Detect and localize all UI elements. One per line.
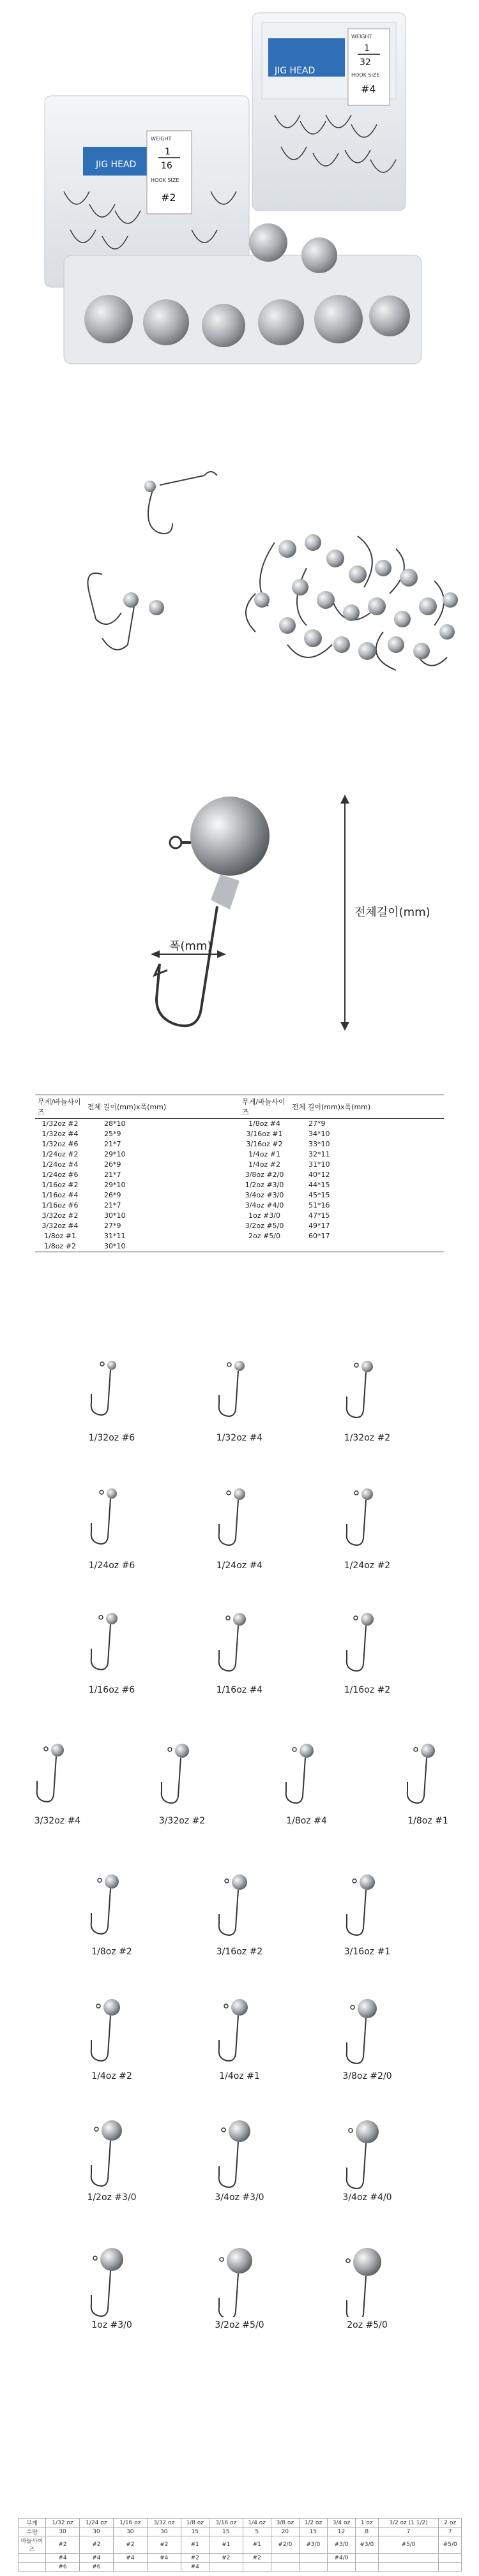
jig-hook-icon <box>195 2234 284 2317</box>
hook-item <box>323 1474 412 1571</box>
hook-item <box>67 1599 156 1695</box>
quantity-cell: 15 <box>181 2527 209 2536</box>
spec-table <box>35 1095 444 1252</box>
jig-hook-icon <box>195 2106 284 2189</box>
spec-table-row <box>35 1160 444 1170</box>
quantity-cell: #4 <box>147 2554 181 2563</box>
spec-weight-cell: 1/32oz #4 <box>42 1130 79 1138</box>
spec-table-row <box>35 1149 444 1160</box>
jig-head-ball <box>234 1488 245 1500</box>
jig-hook-icon <box>13 1730 102 1813</box>
jig-hook-icon <box>67 1347 156 1430</box>
hook-shank <box>91 1499 110 1544</box>
spec-dimension-cell: 26*9 <box>104 1191 121 1199</box>
hook-label: 1/16oz #4 <box>216 1685 263 1695</box>
quantity-cell: #4 <box>46 2554 80 2563</box>
spec-table-row <box>35 1119 444 1130</box>
spec-dimension-cell: 31*10 <box>308 1160 330 1169</box>
quantity-cell: #1 <box>181 2536 209 2554</box>
jig-head-ball <box>51 1744 64 1756</box>
spec-header-weight: 무게/바늘사이즈 <box>35 1095 85 1119</box>
quantity-table <box>18 2518 462 2572</box>
spec-table-row <box>35 1221 444 1231</box>
hook-label: 3/4oz #3/0 <box>215 2192 264 2203</box>
hook-shank <box>347 2143 366 2189</box>
quantity-cell: #4 <box>79 2554 113 2563</box>
jig-head-ball <box>353 2248 381 2276</box>
quantity-row-header: 바늘사이즈 <box>19 2536 46 2554</box>
hook-shank <box>91 1370 110 1415</box>
quantity-cell <box>299 2554 327 2563</box>
spec-weight-cell: 1/24oz #2 <box>42 1150 79 1158</box>
jig-head-ball <box>361 1361 373 1372</box>
jig-hook-icon <box>323 1347 412 1430</box>
box-left-size: #2 <box>161 191 176 204</box>
hook-label: 1/24oz #6 <box>88 1561 135 1571</box>
jig-hook-icon <box>67 1861 156 1943</box>
quantity-cell: 3/8 oz <box>271 2519 299 2527</box>
quantity-cell <box>113 2563 147 2572</box>
quantity-cell: 1/4 oz <box>243 2519 271 2527</box>
spec-weight-cell: 3/32oz #4 <box>42 1222 79 1230</box>
jig-head-ball <box>234 1361 245 1371</box>
hook-item <box>67 2234 156 2330</box>
jig-head-diagram <box>155 797 270 1026</box>
jig-hook-icon <box>383 1730 473 1813</box>
spec-header-size: 전체 길이(mm)x폭(mm) <box>85 1095 240 1119</box>
quantity-cell: 3/16 oz <box>209 2519 243 2527</box>
quantity-cell <box>378 2554 439 2563</box>
spec-weight-cell: 1/16oz #6 <box>42 1201 79 1209</box>
spec-table-section <box>0 1095 479 1250</box>
hook-label: 3/8oz #2/0 <box>342 2071 392 2081</box>
jig-head-ball <box>233 1613 246 1626</box>
hook-item <box>262 1730 351 1826</box>
hook-item <box>67 1474 156 1571</box>
spec-dimension-cell: 27*9 <box>104 1222 121 1230</box>
hook-label: 1/16oz #6 <box>88 1685 135 1695</box>
hook-shank <box>347 2276 366 2317</box>
cluster-illustration <box>0 440 479 721</box>
box-right-fraction-bottom: 32 <box>360 57 371 68</box>
quantity-cell: 15 <box>209 2527 243 2536</box>
spec-table-row <box>35 1139 444 1149</box>
hook-label: 1oz #3/0 <box>91 2320 132 2330</box>
quantity-cell: 1/16 oz <box>113 2519 147 2527</box>
hook-item <box>323 1985 412 2081</box>
hook-shank <box>91 2016 110 2061</box>
hook-item <box>383 1730 473 1826</box>
jig-cluster-photo <box>0 440 479 721</box>
spec-weight-cell: 3/16oz #2 <box>246 1140 283 1148</box>
jig-head-ball <box>232 1875 247 1890</box>
quantity-cell: #3/0 <box>356 2536 379 2554</box>
jig-hook-icon <box>323 1599 412 1682</box>
hook-shank <box>219 1500 238 1545</box>
total-length-label: 전체길이(mm) <box>354 906 430 919</box>
quantity-cell: 7 <box>439 2527 462 2536</box>
spec-weight-cell: 1/16oz #2 <box>42 1181 79 1189</box>
spec-dimension-cell: 60*17 <box>308 1232 330 1240</box>
box-right-brand: JIG HEAD <box>275 66 316 76</box>
jig-hook-icon <box>67 1474 156 1557</box>
quantity-cell: #6 <box>79 2563 113 2572</box>
hook-label: 1/32oz #2 <box>344 1433 391 1443</box>
spec-weight-cell: 1/8oz #1 <box>44 1232 76 1240</box>
spec-table-row <box>35 1180 444 1190</box>
hook-label: 3/4oz #4/0 <box>342 2192 392 2203</box>
spec-dimension-cell: 29*10 <box>104 1181 126 1189</box>
quantity-cell: #2 <box>147 2536 181 2554</box>
hook-label: 1/24oz #4 <box>216 1561 263 1571</box>
spec-dimension-cell: 26*9 <box>104 1160 121 1169</box>
width-dimension <box>151 940 226 958</box>
spec-dimension-cell: 47*15 <box>308 1211 330 1220</box>
jig-hook-icon <box>67 1985 156 2068</box>
hook-shank <box>219 2273 238 2317</box>
quantity-cell: 1/8 oz <box>181 2519 209 2527</box>
quantity-row-header: 수량 <box>19 2527 46 2536</box>
jig-head-ball <box>107 1361 116 1370</box>
hook-shank <box>162 1758 181 1803</box>
quantity-cell: #1 <box>209 2536 243 2554</box>
jig-head-ball <box>360 1875 375 1890</box>
jig-hook-icon <box>323 2234 412 2317</box>
quantity-cell: 20 <box>271 2527 299 2536</box>
hook-item <box>195 1474 284 1571</box>
quantity-cell <box>271 2563 299 2572</box>
box-left-brand: JIG HEAD <box>96 160 137 170</box>
hook-label: 1/24oz #2 <box>344 1561 391 1571</box>
spec-weight-cell: 1/8oz #4 <box>248 1120 280 1128</box>
spec-dimension-cell: 32*11 <box>308 1150 330 1158</box>
quantity-cell: 1 oz <box>356 2519 379 2527</box>
spec-weight-cell: 1/8oz #2 <box>35 1241 85 1252</box>
hook-shank <box>91 2271 110 2316</box>
hook-label: 1/4oz #1 <box>219 2071 260 2081</box>
jig-head-ball <box>361 1488 373 1500</box>
hook-shank <box>347 1626 366 1671</box>
jig-head-ball <box>227 2248 252 2273</box>
quantity-cell: 30 <box>147 2527 181 2536</box>
hook-shank <box>91 1889 110 1934</box>
quantity-cell: #5/0 <box>439 2536 462 2554</box>
hook-item <box>137 1730 227 1826</box>
box-right-size: #4 <box>361 83 376 95</box>
quantity-cell <box>209 2563 243 2572</box>
hook-shank <box>347 1890 366 1935</box>
spec-table-row <box>35 1211 444 1221</box>
quantity-cell: #3/0 <box>299 2536 327 2554</box>
spec-weight-cell: 3/2oz #5/0 <box>245 1222 284 1230</box>
box-left-hook-label: HOOK SIZE <box>151 177 179 183</box>
spec-weight-cell: 3/4oz #4/0 <box>245 1201 284 1209</box>
jig-hook-icon <box>195 1985 284 2068</box>
spec-dimension-cell: 30*10 <box>85 1241 240 1252</box>
spec-dimension-cell: 31*11 <box>104 1232 126 1240</box>
jig-hook-icon <box>323 1861 412 1943</box>
quantity-table-row <box>19 2554 462 2563</box>
hook-item <box>323 1599 412 1695</box>
quantity-cell <box>299 2563 327 2572</box>
quantity-cell: #4 <box>181 2563 209 2572</box>
quantity-cell: 1/32 oz <box>46 2519 80 2527</box>
quantity-cell: 12 <box>327 2527 355 2536</box>
jig-hook-icon <box>195 1861 284 1943</box>
hero-product-photo <box>0 0 479 377</box>
hook-item <box>67 1347 156 1443</box>
jig-hook-icon <box>195 1599 284 1682</box>
spec-dimension-cell: 49*17 <box>308 1222 330 1230</box>
hook-label: 3/32oz #2 <box>158 1816 206 1826</box>
quantity-cell: 30 <box>113 2527 147 2536</box>
spec-dimension-cell: 21*7 <box>104 1140 121 1148</box>
cluster-balls <box>123 481 458 660</box>
hook-item <box>195 2106 284 2203</box>
hook-shank <box>37 1756 56 1802</box>
hook-item <box>13 1730 102 1826</box>
quantity-cell <box>356 2563 379 2572</box>
hook-shank <box>219 2142 238 2187</box>
hero-illustration <box>0 0 479 377</box>
box-left-fraction-bottom: 16 <box>161 161 172 171</box>
quantity-row-header <box>19 2563 46 2572</box>
spec-weight-cell: 1/4oz #1 <box>248 1150 280 1158</box>
hook-shank <box>347 1372 366 1418</box>
quantity-row-header: 무게 <box>19 2519 46 2527</box>
quantity-cell: #2 <box>181 2554 209 2563</box>
quantity-cell: #2 <box>113 2536 147 2554</box>
hook-shank <box>219 1890 238 1935</box>
quantity-table-section <box>0 2518 479 2570</box>
hook-shank <box>91 2141 110 2186</box>
jig-head-ball <box>102 2120 122 2141</box>
jig-hook-icon <box>323 1985 412 2068</box>
spec-dimension-cell: 44*15 <box>308 1181 330 1189</box>
jig-hook-icon <box>137 1730 227 1813</box>
jig-head-ball <box>356 2120 379 2143</box>
quantity-table-row <box>19 2527 462 2536</box>
hook-label: 1/8oz #4 <box>286 1816 327 1826</box>
jig-head-ball <box>100 2248 123 2271</box>
hook-label: 1/2oz #3/0 <box>87 2192 137 2203</box>
spec-dimension-cell: 45*15 <box>308 1191 330 1199</box>
hook-label: 2oz #5/0 <box>347 2320 388 2330</box>
spec-weight-cell: 1/4oz #2 <box>248 1160 280 1169</box>
hook-item <box>195 1599 284 1695</box>
jig-hook-icon <box>67 2106 156 2189</box>
jig-head-ball <box>358 1999 377 2018</box>
quantity-cell <box>243 2563 271 2572</box>
quantity-cell: 5 <box>243 2527 271 2536</box>
spec-weight-cell: 3/16oz #1 <box>246 1130 283 1138</box>
jig-head-ball <box>105 1875 119 1889</box>
spec-dimension-cell: 29*10 <box>104 1150 126 1158</box>
spec-table-header <box>35 1095 444 1119</box>
quantity-cell: #1 <box>243 2536 271 2554</box>
hook-label: 1/8oz #2 <box>91 1947 132 1957</box>
quantity-cell <box>439 2563 462 2572</box>
jig-hook-icon <box>323 2106 412 2189</box>
hook-item <box>195 1861 284 1957</box>
box-right-hook-label: HOOK SIZE <box>351 72 380 78</box>
quantity-cell <box>356 2554 379 2563</box>
quantity-row-header <box>19 2554 46 2563</box>
hook-shank <box>219 1371 238 1416</box>
spec-dimension-cell: 27*9 <box>308 1120 326 1128</box>
spec-dimension-cell: 21*7 <box>104 1171 121 1179</box>
spec-weight-cell: 1/2oz #3/0 <box>245 1181 284 1189</box>
hook-label: 1/4oz #2 <box>91 2071 132 2081</box>
hook-label: 1/32oz #4 <box>216 1433 263 1443</box>
hook-shank <box>219 2016 238 2061</box>
jig-hook-icon <box>67 2234 156 2317</box>
hook-item <box>67 1985 156 2081</box>
spec-dimension-cell: 40*12 <box>308 1171 330 1179</box>
box-left-weight-label: WEIGHT <box>151 136 172 142</box>
quantity-cell: #3/0 <box>327 2536 355 2554</box>
quantity-cell <box>378 2563 439 2572</box>
hook-item <box>323 2234 412 2330</box>
box-left-fraction-top: 1 <box>165 147 171 157</box>
box-right <box>252 13 406 211</box>
jig-head-ball <box>106 1613 118 1624</box>
spec-dimension-cell: 51*16 <box>308 1201 330 1209</box>
spec-table-row <box>35 1129 444 1139</box>
hook-label: 3/16oz #2 <box>216 1947 263 1957</box>
quantity-table-row <box>19 2563 462 2572</box>
jig-hook-icon <box>323 1474 412 1557</box>
quantity-cell: 8 <box>356 2527 379 2536</box>
spec-weight-cell: 1/24oz #4 <box>42 1160 79 1169</box>
quantity-cell: #2 <box>243 2554 271 2563</box>
hook-shank <box>219 1626 238 1671</box>
spec-dimension-cell: 28*10 <box>104 1120 126 1128</box>
jig-head-ball <box>421 1744 435 1758</box>
hook-label: 1/16oz #2 <box>344 1685 391 1695</box>
spec-weight-cell: 3/32oz #2 <box>42 1211 79 1220</box>
hook-item <box>323 1861 412 1957</box>
spec-dimension-cell <box>289 1241 444 1252</box>
quantity-cell: 7 <box>378 2527 439 2536</box>
quantity-cell: #2 <box>46 2536 80 2554</box>
quantity-cell: #2/0 <box>271 2536 299 2554</box>
quantity-cell: 15 <box>299 2527 327 2536</box>
spec-dimension-cell: 33*10 <box>308 1140 330 1148</box>
diagram-illustration <box>0 760 479 1060</box>
length-dimension <box>340 795 430 1031</box>
jig-hook-icon <box>195 1474 284 1557</box>
width-label: 폭(mm) <box>169 940 212 953</box>
quantity-cell <box>147 2563 181 2572</box>
hook-label: 1/8oz #1 <box>407 1816 448 1826</box>
hook-label: 3/32oz #4 <box>34 1816 81 1826</box>
jig-hook-icon <box>262 1730 351 1813</box>
hook-item <box>323 1347 412 1443</box>
spec-dimension-cell: 34*10 <box>308 1130 330 1138</box>
quantity-cell: #5/0 <box>378 2536 439 2554</box>
jig-hook-icon <box>67 1599 156 1682</box>
quantity-cell: 1/24 oz <box>79 2519 113 2527</box>
quantity-cell: #4 <box>113 2554 147 2563</box>
hook-shank <box>347 1500 366 1545</box>
quantity-cell: #6 <box>46 2563 80 2572</box>
quantity-cell: #2 <box>209 2554 243 2563</box>
hook-item <box>195 1985 284 2081</box>
quantity-cell: 2 oz <box>439 2519 462 2527</box>
hook-label: 3/16oz #1 <box>344 1947 391 1957</box>
spec-weight-cell: 1/16oz #4 <box>42 1191 79 1199</box>
spec-weight-cell: 1/24oz #6 <box>42 1171 79 1179</box>
jig-head-ball <box>103 1999 120 2016</box>
dimension-diagram <box>0 760 479 1060</box>
quantity-cell <box>439 2554 462 2563</box>
quantity-cell: 3/2 oz (1 1/2) <box>378 2519 439 2527</box>
quantity-cell: 30 <box>79 2527 113 2536</box>
jig-head-ball <box>229 2120 250 2142</box>
hook-label: 1/32oz #6 <box>88 1433 135 1443</box>
spec-table-row <box>35 1170 444 1180</box>
spec-weight-cell: 1oz #3/0 <box>248 1211 280 1220</box>
spec-weight-cell: 1/32oz #6 <box>42 1140 79 1148</box>
hook-shank <box>347 2018 366 2063</box>
jig-head-ball <box>361 1613 374 1626</box>
jig-head-ball <box>175 1744 189 1758</box>
hook-item <box>195 2234 284 2330</box>
jig-head-ball <box>300 1744 314 1758</box>
box-right-fraction-top: 1 <box>364 43 370 54</box>
spec-dimension-cell: 21*7 <box>104 1201 121 1209</box>
spec-weight-cell: 3/8oz #2/0 <box>245 1171 284 1179</box>
jig-head-ball <box>231 1999 248 2016</box>
spec-table-row <box>35 1190 444 1201</box>
spec-weight-cell: 1/32oz #2 <box>42 1120 79 1128</box>
hook-item <box>323 2106 412 2203</box>
quantity-table-row <box>19 2536 462 2554</box>
quantity-cell: 3/4 oz <box>327 2519 355 2527</box>
hook-shank <box>286 1758 305 1803</box>
spec-header-size-2: 전체 길이(mm)x폭(mm) <box>289 1095 444 1119</box>
hook-label: 3/2oz #5/0 <box>215 2320 264 2330</box>
spec-dimension-cell: 30*10 <box>104 1211 126 1220</box>
hook-shank <box>407 1758 427 1803</box>
quantity-cell <box>271 2554 299 2563</box>
quantity-cell: 1/2 oz <box>299 2519 327 2527</box>
spec-table-row <box>35 1231 444 1241</box>
jig-hook-icon <box>195 1347 284 1430</box>
spec-dimension-cell: 25*9 <box>104 1130 121 1138</box>
hook-item <box>67 2106 156 2203</box>
quantity-cell: 3/32 oz <box>147 2519 181 2527</box>
spec-table-row <box>35 1201 444 1211</box>
quantity-cell: 30 <box>46 2527 80 2536</box>
quantity-cell: #2 <box>79 2536 113 2554</box>
spec-weight-cell: 2oz #5/0 <box>248 1232 280 1240</box>
box-right-weight-label: WEIGHT <box>351 34 372 40</box>
hook-shank <box>91 1624 110 1670</box>
spec-weight-cell: 3/4oz #3/0 <box>245 1191 284 1199</box>
quantity-cell <box>327 2563 355 2572</box>
quantity-cell: #4/0 <box>327 2554 355 2563</box>
jig-head-ball <box>107 1488 117 1499</box>
spec-header-weight-2: 무게/바늘사이즈 <box>240 1095 289 1119</box>
spec-table-row <box>35 1241 444 1252</box>
spec-weight-cell <box>240 1241 289 1252</box>
quantity-table-row <box>19 2519 462 2527</box>
hook-item <box>67 1861 156 1957</box>
hook-item <box>195 1347 284 1443</box>
